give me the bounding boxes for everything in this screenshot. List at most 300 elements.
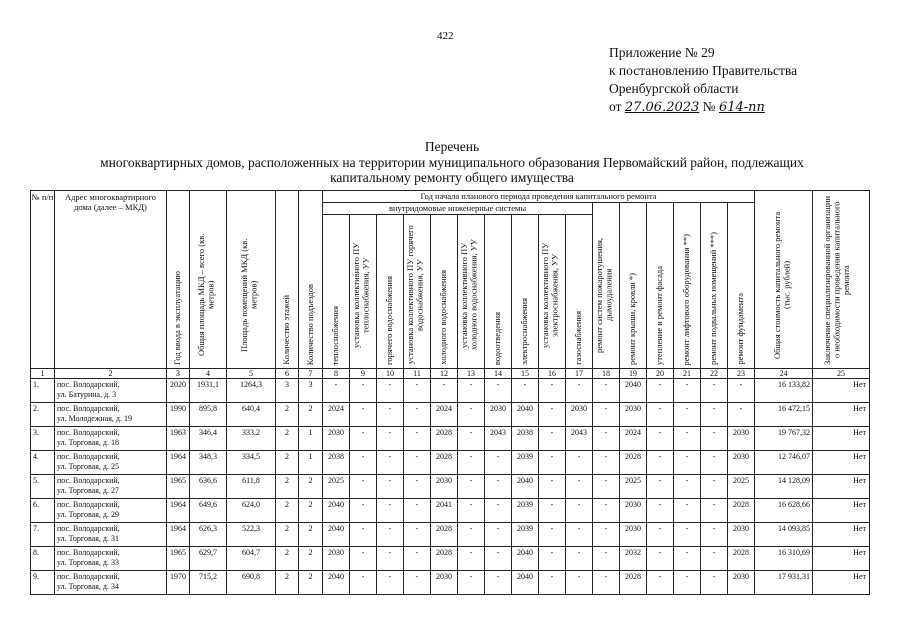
cell-col-22: - (701, 475, 728, 499)
appendix-date: 27.06.2023 (624, 100, 700, 115)
cell-col-3: 1965 (167, 547, 190, 571)
cell-col-17: - (566, 379, 593, 403)
cell-col-11: - (404, 475, 431, 499)
address-line-1: пос. Володарский, (57, 572, 120, 581)
column-number: 14 (485, 369, 512, 379)
cell-col-10: - (377, 379, 404, 403)
cell-col-15: 2038 (512, 427, 539, 451)
header-c11: установка коллективного ПУ горячего водоснабжения, УУ (404, 215, 431, 369)
cell-col-3: 1965 (167, 475, 190, 499)
row-number: 7. (31, 523, 55, 547)
cell-col-18: - (593, 547, 620, 571)
cell-col-15: 2040 (512, 547, 539, 571)
column-number: 24 (755, 369, 813, 379)
cell-col-3: 1964 (167, 523, 190, 547)
address-line-2: ул. Торговая, д. 29 (57, 510, 119, 519)
cell-col-15: 2040 (512, 475, 539, 499)
row-number: 3. (31, 427, 55, 451)
title-line-2: многоквартирных домов, расположенных на территории муниципального образования Первомайский район, подлежащих (100, 154, 804, 170)
cell-col-14: - (485, 547, 512, 571)
appendix-number: 614-пп (718, 100, 765, 115)
row-conclusion: Нет (813, 547, 870, 571)
cell-col-14: - (485, 475, 512, 499)
cell-col-14: - (485, 379, 512, 403)
header-c12: холодного водоснабжения (431, 215, 458, 369)
cell-col-3: 1964 (167, 451, 190, 475)
header-year: Год ввода в эксплуатацию (167, 191, 190, 369)
cell-col-19: 2030 (620, 523, 647, 547)
cell-col-8: 2030 (323, 547, 350, 571)
table-body (31, 369, 870, 595)
header-group-year: Год начала планового периода проведения капитального ремонта (323, 191, 755, 203)
cell-col-17: 2030 (566, 403, 593, 427)
cell-col-12: 2028 (431, 523, 458, 547)
cell-col-6: 2 (276, 403, 299, 427)
cell-col-20: - (647, 475, 674, 499)
row-conclusion: Нет (813, 475, 870, 499)
cell-col-3: 1970 (167, 571, 190, 595)
column-number: 8 (323, 369, 350, 379)
cell-col-13: - (458, 403, 485, 427)
address-line-1: пос. Володарский, (57, 404, 120, 413)
cell-col-18: - (593, 475, 620, 499)
cell-col-13: - (458, 379, 485, 403)
row-conclusion: Нет (813, 427, 870, 451)
cell-col-23: 2028 (728, 547, 755, 571)
address-line-2: ул. Торговая, д. 18 (57, 438, 119, 447)
cell-col-19: 2025 (620, 475, 647, 499)
cell-col-21: - (674, 475, 701, 499)
cell-col-7: 3 (299, 379, 323, 403)
column-number: 4 (190, 369, 227, 379)
cell-col-16: - (539, 475, 566, 499)
header-address: Адрес многоквартирного дома (далее – МКД) (55, 191, 167, 369)
header-total-area: Общая площадь МКД – всего (кв. метров) (190, 191, 227, 369)
header-c9: установка коллективного ПУ теплоснабжения, УУ (350, 215, 377, 369)
cell-col-23: 2030 (728, 523, 755, 547)
cell-col-8: 2040 (323, 523, 350, 547)
column-number: 12 (431, 369, 458, 379)
cell-col-23: 2028 (728, 499, 755, 523)
cell-col-22: - (701, 451, 728, 475)
cell-col-5: 333,2 (227, 427, 276, 451)
row-number: 4. (31, 451, 55, 475)
cell-col-19: 2024 (620, 427, 647, 451)
cell-col-19: 2028 (620, 571, 647, 595)
cell-col-6: 2 (276, 427, 299, 451)
cell-col-23: 2030 (728, 571, 755, 595)
cell-col-4: 348,3 (190, 451, 227, 475)
header-c13: установка коллективного ПУ холодного водоснабжения, УУ (458, 215, 485, 369)
cell-col-7: 2 (299, 547, 323, 571)
row-address (55, 523, 167, 547)
row-number: 2. (31, 403, 55, 427)
row-address (55, 403, 167, 427)
column-number: 21 (674, 369, 701, 379)
address-line-1: пос. Володарский, (57, 500, 120, 509)
cell-col-11: - (404, 571, 431, 595)
cell-col-6: 2 (276, 523, 299, 547)
row-conclusion: Нет (813, 379, 870, 403)
table-row (31, 403, 870, 427)
address-line-2: ул. Торговая, д. 27 (57, 486, 119, 495)
cell-col-6: 2 (276, 475, 299, 499)
cell-col-8: 2038 (323, 451, 350, 475)
cell-col-16: - (539, 523, 566, 547)
appendix-line-1: Приложение № 29 (609, 45, 715, 60)
row-total-cost: 16 133,82 (755, 379, 813, 403)
column-number: 3 (167, 369, 190, 379)
row-number: 8. (31, 547, 55, 571)
cell-col-23: 2025 (728, 475, 755, 499)
table-row (31, 571, 870, 595)
cell-col-19: 2028 (620, 451, 647, 475)
cell-col-16: - (539, 403, 566, 427)
cell-col-6: 3 (276, 379, 299, 403)
table-row (31, 547, 870, 571)
column-number: 6 (276, 369, 299, 379)
cell-col-5: 1264,3 (227, 379, 276, 403)
title-line-3: капитальному ремонту общего имущества (330, 170, 574, 185)
cell-col-21: - (674, 451, 701, 475)
cell-col-20: - (647, 499, 674, 523)
header-c10: горячего водоснабжения (377, 215, 404, 369)
row-conclusion: Нет (813, 571, 870, 595)
cell-col-3: 1990 (167, 403, 190, 427)
cell-col-8: 2024 (323, 403, 350, 427)
column-number: 16 (539, 369, 566, 379)
cell-col-12: 2024 (431, 403, 458, 427)
cell-col-19: 2040 (620, 379, 647, 403)
table-row (31, 475, 870, 499)
cell-col-20: - (647, 547, 674, 571)
cell-col-7: 2 (299, 475, 323, 499)
header-c14: водоотведения (485, 215, 512, 369)
cell-col-21: - (674, 379, 701, 403)
cell-col-12: 2028 (431, 547, 458, 571)
cell-col-4: 895,8 (190, 403, 227, 427)
cell-col-18: - (593, 451, 620, 475)
cell-col-9: - (350, 427, 377, 451)
cell-col-16: - (539, 499, 566, 523)
cell-col-4: 649,6 (190, 499, 227, 523)
address-line-1: пос. Володарский, (57, 476, 120, 485)
cell-col-16: - (539, 571, 566, 595)
appendix-line-2: к постановлению Правительства (609, 63, 798, 78)
cell-col-9: - (350, 499, 377, 523)
address-line-1: пос. Володарский, (57, 452, 120, 461)
cell-col-4: 626,3 (190, 523, 227, 547)
cell-col-19: 2030 (620, 499, 647, 523)
address-line-2: ул. Торговая, д. 31 (57, 534, 119, 543)
cell-col-9: - (350, 523, 377, 547)
row-conclusion: Нет (813, 403, 870, 427)
header-c17: газоснабжения (566, 215, 593, 369)
cell-col-5: 624,0 (227, 499, 276, 523)
cell-col-13: - (458, 427, 485, 451)
cell-col-3: 1964 (167, 499, 190, 523)
cell-col-21: - (674, 499, 701, 523)
cell-col-5: 604,7 (227, 547, 276, 571)
cell-col-22: - (701, 427, 728, 451)
row-total-cost: 12 746,07 (755, 451, 813, 475)
cell-col-18: - (593, 523, 620, 547)
header-floors: Количество этажей (276, 191, 299, 369)
header-c19: ремонт крыши, кровли *) (620, 203, 647, 369)
cell-col-13: - (458, 547, 485, 571)
cell-col-8: 2040 (323, 571, 350, 595)
cell-col-18: - (593, 571, 620, 595)
cell-col-20: - (647, 427, 674, 451)
cell-col-14: - (485, 499, 512, 523)
cell-col-16: - (539, 451, 566, 475)
cell-col-3: 1963 (167, 427, 190, 451)
header-group-systems: внутридомовые инженерные системы (323, 203, 593, 215)
cell-col-21: - (674, 547, 701, 571)
cell-col-10: - (377, 523, 404, 547)
column-number: 7 (299, 369, 323, 379)
cell-col-14: - (485, 451, 512, 475)
cell-col-22: - (701, 523, 728, 547)
cell-col-17: - (566, 475, 593, 499)
title-line-1: Перечень (424, 139, 480, 154)
cell-col-5: 640,4 (227, 403, 276, 427)
cell-col-4: 629,7 (190, 547, 227, 571)
cell-col-13: - (458, 523, 485, 547)
cell-col-4: 1931,1 (190, 379, 227, 403)
cell-col-6: 2 (276, 499, 299, 523)
cell-col-6: 2 (276, 571, 299, 595)
header-c16: установка коллективного ПУ электроснабжения, УУ (539, 215, 566, 369)
row-address (55, 499, 167, 523)
column-number: 19 (620, 369, 647, 379)
cell-col-23: 2030 (728, 451, 755, 475)
cell-col-21: - (674, 427, 701, 451)
cell-col-16: - (539, 427, 566, 451)
column-number: 18 (593, 369, 620, 379)
header-total-cost: Общая стоимость капитального ремонта (тыс. рублей) (755, 191, 813, 369)
header-c20: утепление и ремонт фасада (647, 203, 674, 369)
header-premises-area: Площадь помещений МКД (кв. метров) (227, 191, 276, 369)
column-numbers-row (31, 369, 870, 379)
cell-col-7: 1 (299, 427, 323, 451)
table-row (31, 379, 870, 403)
column-number: 15 (512, 369, 539, 379)
table-row (31, 427, 870, 451)
cell-col-19: 2032 (620, 547, 647, 571)
cell-col-12: 2028 (431, 427, 458, 451)
cell-col-13: - (458, 475, 485, 499)
address-line-2: ул. Торговая, д. 33 (57, 558, 119, 567)
cell-col-5: 522,3 (227, 523, 276, 547)
document-title (20, 139, 884, 186)
appendix-block (609, 44, 797, 117)
header-conclusion: Заключение специализированной организации о необходимости проведения капитального ремонта (813, 191, 870, 369)
cell-col-22: - (701, 499, 728, 523)
address-line-1: пос. Володарский, (57, 548, 120, 557)
column-number: 25 (813, 369, 870, 379)
cell-col-16: - (539, 379, 566, 403)
table-row (31, 499, 870, 523)
cell-col-3: 2020 (167, 379, 190, 403)
cell-col-7: 2 (299, 403, 323, 427)
cell-col-8: 2025 (323, 475, 350, 499)
row-address (55, 379, 167, 403)
cell-col-17: 2043 (566, 427, 593, 451)
cell-col-8: 2040 (323, 499, 350, 523)
cell-col-20: - (647, 379, 674, 403)
column-number: 5 (227, 369, 276, 379)
address-line-1: пос. Володарский, (57, 524, 120, 533)
header-c8: теплоснабжения (323, 215, 350, 369)
row-total-cost: 16 472,15 (755, 403, 813, 427)
address-line-2: ул. Торговая, д. 34 (57, 582, 119, 591)
cell-col-5: 611,8 (227, 475, 276, 499)
cell-col-22: - (701, 547, 728, 571)
cell-col-17: - (566, 523, 593, 547)
cell-col-10: - (377, 427, 404, 451)
cell-col-20: - (647, 571, 674, 595)
header-c23: ремонт фундамента (728, 203, 755, 369)
appendix-line-4 (609, 98, 797, 117)
cell-col-9: - (350, 379, 377, 403)
column-number: 11 (404, 369, 431, 379)
appendix-date-prefix: от (609, 99, 622, 114)
cell-col-4: 636,6 (190, 475, 227, 499)
cell-col-18: - (593, 499, 620, 523)
header-c15: электроснабжения (512, 215, 539, 369)
cell-col-22: - (701, 403, 728, 427)
cell-col-10: - (377, 499, 404, 523)
cell-col-15: 2039 (512, 451, 539, 475)
cell-col-9: - (350, 547, 377, 571)
cell-col-6: 2 (276, 547, 299, 571)
cell-col-7: 2 (299, 523, 323, 547)
cell-col-5: 334,5 (227, 451, 276, 475)
cell-col-4: 346,4 (190, 427, 227, 451)
cell-col-9: - (350, 475, 377, 499)
row-address (55, 475, 167, 499)
cell-col-12: 2030 (431, 571, 458, 595)
cell-col-18: - (593, 427, 620, 451)
cell-col-11: - (404, 427, 431, 451)
cell-col-17: - (566, 451, 593, 475)
page-number: 422 (437, 30, 454, 42)
row-address (55, 451, 167, 475)
cell-col-20: - (647, 523, 674, 547)
cell-col-10: - (377, 403, 404, 427)
cell-col-14: - (485, 523, 512, 547)
cell-col-11: - (404, 403, 431, 427)
cell-col-13: - (458, 571, 485, 595)
cell-col-9: - (350, 571, 377, 595)
cell-col-22: - (701, 379, 728, 403)
cell-col-10: - (377, 451, 404, 475)
cell-col-7: 1 (299, 451, 323, 475)
cell-col-23: - (728, 403, 755, 427)
header-c22: ремонт подвальных помещений ***) (701, 203, 728, 369)
cell-col-10: - (377, 475, 404, 499)
row-total-cost: 16 310,69 (755, 547, 813, 571)
address-line-2: ул. Батурина, д. 3 (57, 390, 117, 399)
cell-col-15: 2040 (512, 403, 539, 427)
cell-col-10: - (377, 571, 404, 595)
header-c18: ремонт систем пожаротушения, дымоудаления (593, 203, 620, 369)
table-row (31, 523, 870, 547)
table-row (31, 451, 870, 475)
row-address (55, 547, 167, 571)
row-number: 9. (31, 571, 55, 595)
row-total-cost: 14 093,85 (755, 523, 813, 547)
houses-table (30, 190, 870, 595)
cell-col-11: - (404, 547, 431, 571)
cell-col-12: 2041 (431, 499, 458, 523)
cell-col-15: - (512, 379, 539, 403)
cell-col-17: - (566, 571, 593, 595)
cell-col-20: - (647, 451, 674, 475)
row-address (55, 571, 167, 595)
header-no: № п/п (31, 191, 55, 369)
cell-col-21: - (674, 571, 701, 595)
row-address (55, 427, 167, 451)
appendix-number-sign: № (702, 99, 716, 114)
cell-col-22: - (701, 571, 728, 595)
row-total-cost: 17 931,31 (755, 571, 813, 595)
cell-col-9: - (350, 451, 377, 475)
appendix-line-3: Оренбургской области (609, 81, 739, 96)
column-number: 13 (458, 369, 485, 379)
cell-col-17: - (566, 499, 593, 523)
cell-col-13: - (458, 499, 485, 523)
column-number: 2 (55, 369, 167, 379)
cell-col-12: 2028 (431, 451, 458, 475)
cell-col-6: 2 (276, 451, 299, 475)
cell-col-20: - (647, 403, 674, 427)
cell-col-18: - (593, 403, 620, 427)
cell-col-12: - (431, 379, 458, 403)
address-line-2: ул. Торговая, д. 25 (57, 462, 119, 471)
row-total-cost: 16 628,66 (755, 499, 813, 523)
cell-col-15: 2039 (512, 523, 539, 547)
row-total-cost: 19 767,32 (755, 427, 813, 451)
cell-col-18: - (593, 379, 620, 403)
column-number: 1 (31, 369, 55, 379)
cell-col-16: - (539, 547, 566, 571)
cell-col-14: 2043 (485, 427, 512, 451)
cell-col-15: 2039 (512, 499, 539, 523)
cell-col-8: - (323, 379, 350, 403)
cell-col-21: - (674, 523, 701, 547)
header-c21: ремонт лифтового оборудования **) (674, 203, 701, 369)
column-number: 22 (701, 369, 728, 379)
cell-col-9: - (350, 403, 377, 427)
row-total-cost: 14 128,09 (755, 475, 813, 499)
cell-col-11: - (404, 523, 431, 547)
cell-col-13: - (458, 451, 485, 475)
cell-col-11: - (404, 451, 431, 475)
cell-col-23: - (728, 379, 755, 403)
column-number: 23 (728, 369, 755, 379)
cell-col-7: 2 (299, 571, 323, 595)
cell-col-17: - (566, 547, 593, 571)
cell-col-19: 2030 (620, 403, 647, 427)
cell-col-8: 2030 (323, 427, 350, 451)
cell-col-11: - (404, 499, 431, 523)
cell-col-14: - (485, 571, 512, 595)
column-number: 17 (566, 369, 593, 379)
cell-col-21: - (674, 403, 701, 427)
address-line-1: пос. Володарский, (57, 428, 120, 437)
